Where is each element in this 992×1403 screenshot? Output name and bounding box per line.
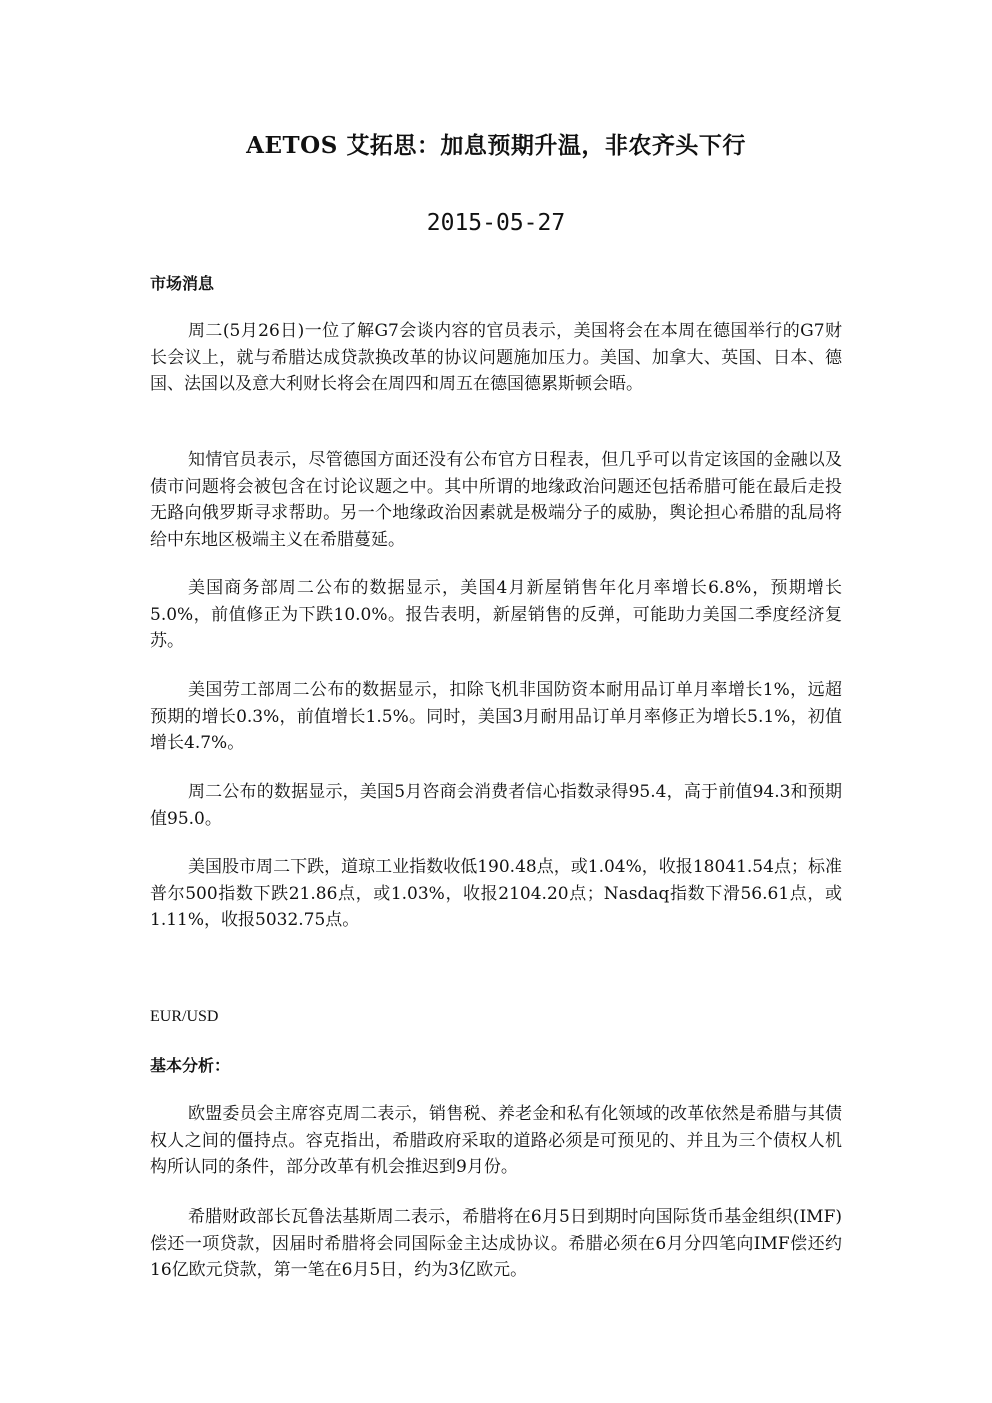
paragraph: 美国劳工部周二公布的数据显示，扣除飞机非国防资本耐用品订单月率增长1%，远超预期的增长0.3%，前值增长1.5%。同时，美国3月耐用品订单月率修正为增长5.1%，初值增长4.7%。	[150, 680, 842, 753]
paragraph: 周二(5月26日)一位了解G7会谈内容的官员表示，美国将会在本周在德国举行的G7财长会议上，就与希腊达成贷款换改革的协议问题施加压力。美国、加拿大、英国、日本、德国、法国以及意大利财长将会在周四和周五在德国德累斯顿会晤。	[150, 321, 842, 394]
paragraph: 知情官员表示，尽管德国方面还没有公布官方日程表，但几乎可以肯定该国的金融以及债市问题将会被包含在讨论议题之中。其中所谓的地缘政治问题还包括希腊可能在最后走投无路向俄罗斯寻求帮助。另一个地缘政治因素就是极端分子的威胁，舆论担心希腊的乱局将给中东地区极端主义在希腊蔓延。	[150, 450, 842, 550]
currency-pair-label: EUR/USD	[150, 1008, 219, 1025]
paragraph: 美国商务部周二公布的数据显示，美国4月新屋销售年化月率增长6.8%，预期增长5.0%，前值修正为下跌10.0%。报告表明，新屋销售的反弹，可能助力美国二季度经济复苏。	[150, 578, 842, 651]
paragraph: 美国股市周二下跌，道琼工业指数收低190.48点，或1.04%，收报18041.54点；标准普尔500指数下跌21.86点，或1.03%，收报2104.20点；Nasdaq指数下滑56.61点，或1.11%，收报5032.75点。	[150, 857, 842, 930]
paragraph: 欧盟委员会主席容克周二表示，销售税、养老金和私有化领域的改革依然是希腊与其债权人之间的僵持点。容克指出，希腊政府采取的道路必须是可预见的、并且为三个债权人机构所认同的条件，部分改革有机会推迟到9月份。	[150, 1104, 842, 1177]
document-title: AETOS 艾拓思：加息预期升温，非农齐头下行	[246, 132, 746, 159]
section-heading-market-news: 市场消息	[150, 274, 215, 293]
document-date: 2015-05-27	[426, 210, 566, 236]
section-heading-fundamental-analysis: 基本分析：	[150, 1056, 231, 1075]
paragraph: 周二公布的数据显示，美国5月咨商会消费者信心指数录得95.4，高于前值94.3和预期值95.0。	[150, 782, 842, 829]
paragraph: 希腊财政部长瓦鲁法基斯周二表示，希腊将在6月5日到期时向国际货币基金组织(IMF)偿还一项贷款，因届时希腊将会同国际金主达成协议。希腊必须在6月分四笔向IMF偿还约16亿欧元贷款，第一笔在6月5日，约为3亿欧元。	[150, 1207, 842, 1280]
